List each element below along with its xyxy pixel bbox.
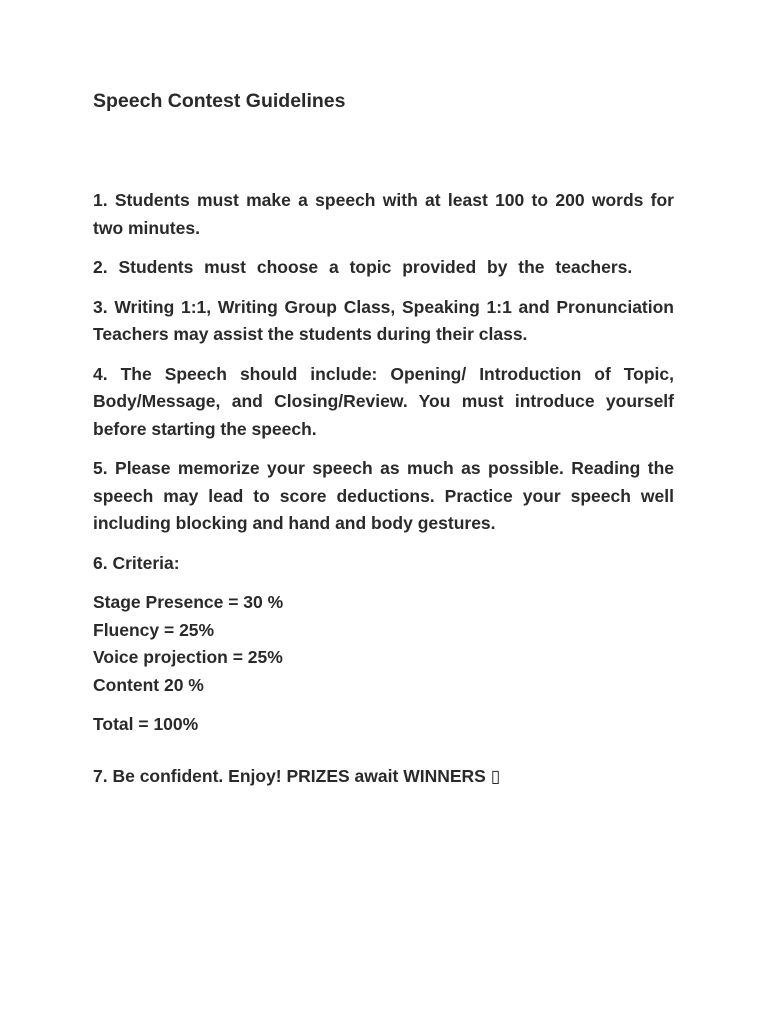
guideline-item-3: 3. Writing 1:1, Writing Group Class, Speaking 1:1 and Pronunciation Teachers may assist the students during their class. [93,296,674,344]
guideline-item-1: 1. Students must make a speech with at least 100 to 200 words for two minutes. [93,190,674,238]
document-page [93,86,674,802]
criteria-content: Content 20 % [93,674,204,695]
criteria-voice-projection: Voice projection = 25% [93,647,283,667]
guideline-item-7: 7. Be confident. Enjoy! PRIZES await WINNERS ▯ [93,765,501,786]
guideline-item-2: 2. Students must choose a topic provided by the teachers. [93,257,633,277]
criteria-list [93,589,674,699]
guideline-item-4: 4. The Speech should include: Opening/ Introduction of Topic, Body/Message, and Closing/Review. You must introduce yourself before starting the speech. [93,363,674,439]
guideline-item-6: 6. Criteria: [93,552,180,573]
document-title: Speech Contest Guidelines [93,90,346,112]
criteria-total: Total = 100% [93,714,199,734]
guideline-item-5: 5. Please memorize your speech as much as possible. Reading the speech may lead to score deductions. Practice your speech well including blocking and hand and body gestures. [93,458,674,533]
criteria-stage-presence: Stage Presence = 30 % [93,592,284,612]
criteria-fluency: Fluency = 25% [93,619,215,640]
